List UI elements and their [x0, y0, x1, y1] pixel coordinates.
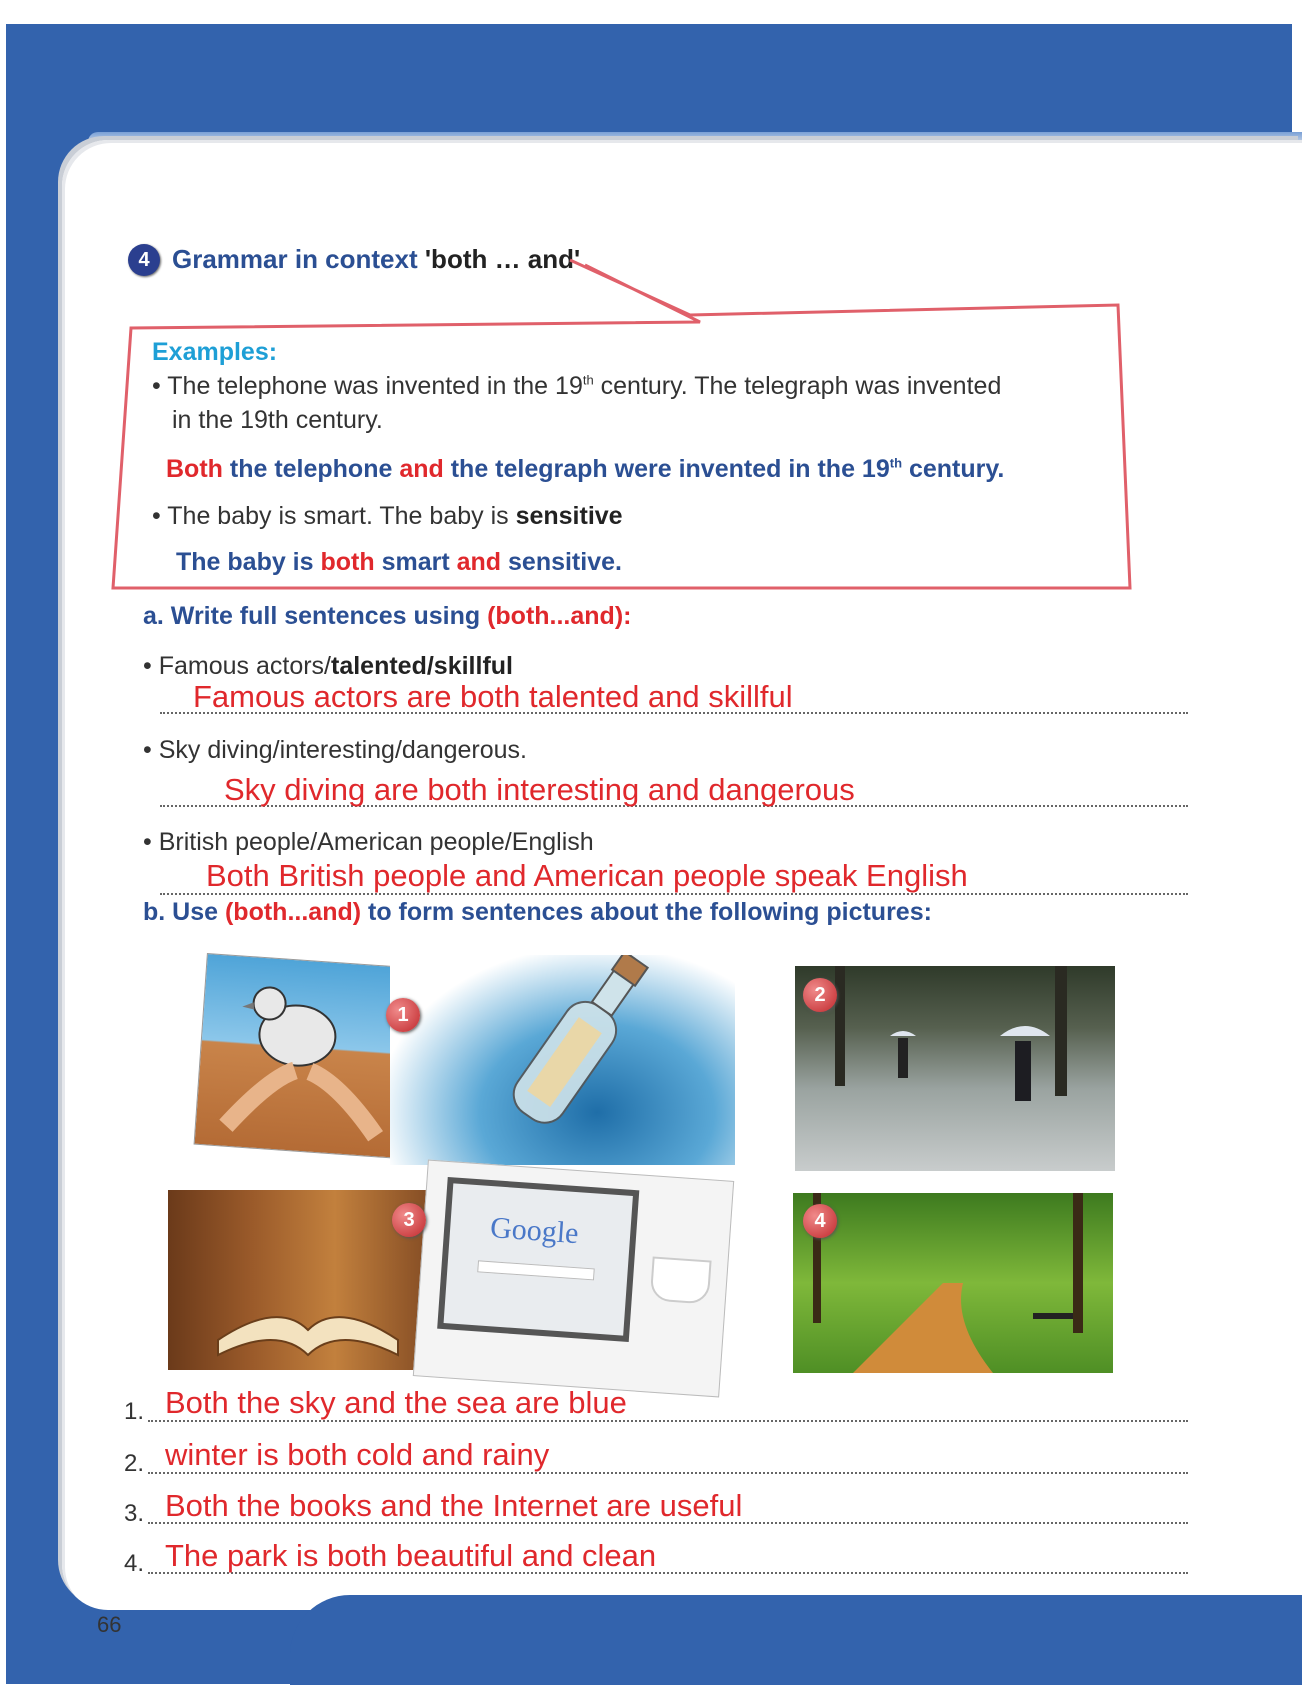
google-logo-text: Google	[489, 1211, 580, 1251]
prompt-text: Sky diving/interesting/dangerous.	[158, 736, 527, 764]
picture-badge-4	[803, 1204, 837, 1238]
part-a-prompt-2	[143, 736, 527, 765]
bullet: •	[143, 652, 152, 680]
part-a-heading-text: a. Write full sentences using	[143, 602, 488, 630]
answer-and: and	[399, 455, 444, 483]
bullet: •	[143, 828, 152, 856]
example-2-bold: sensitive	[515, 502, 623, 530]
answer-b2[interactable]: winter is both cold and rainy	[165, 1437, 550, 1472]
example-2-answer	[176, 548, 622, 577]
picture-badge-3	[392, 1203, 426, 1237]
example-2-text: The baby is smart. The baby is	[167, 502, 516, 530]
park-path-icon	[793, 1193, 1113, 1373]
park-image	[793, 1193, 1113, 1373]
answer-mid: the telephone	[222, 455, 400, 483]
answer-end: century.	[902, 455, 1005, 483]
answer-both: both	[320, 548, 375, 576]
example-2-line	[152, 502, 623, 531]
bullet: •	[143, 736, 152, 764]
answer-b4[interactable]: The park is both beautiful and clean	[165, 1538, 657, 1573]
prompt-text: Famous actors/	[158, 652, 331, 680]
answer-rest: the telegraph were invented in the 19	[443, 455, 890, 483]
badge-number: 2	[814, 983, 826, 1006]
picture-badge-2	[803, 978, 837, 1012]
example-1-text-a: The telephone was invented in the 19	[167, 372, 583, 400]
picture-badge-1	[386, 998, 420, 1032]
superscript: th	[582, 372, 594, 388]
answer-a3[interactable]: Both British people and American people speak English	[206, 858, 968, 893]
part-a-heading	[143, 602, 631, 631]
prompt-bold: talented/skillful	[331, 652, 513, 680]
section-title-text: Grammar in context	[172, 244, 418, 274]
answer-line-b2	[148, 1472, 1188, 1474]
example-1-line-2: in the 19th century.	[172, 406, 383, 434]
laptop-image	[413, 1160, 734, 1398]
answer-start: The baby is	[176, 548, 321, 576]
superscript: th	[889, 455, 903, 471]
part-b-heading-red: (both...and)	[224, 898, 362, 926]
prompt-text: British people/American people/English	[158, 828, 594, 856]
part-b-heading	[143, 898, 932, 927]
bullet: •	[152, 502, 161, 530]
answer-number-1: 1.	[124, 1398, 145, 1425]
answer-both: Both	[166, 455, 223, 483]
badge-number: 4	[814, 1209, 826, 1232]
badge-number: 1	[397, 1003, 409, 1026]
badge-number: 3	[403, 1208, 415, 1231]
part-a-prompt-1	[143, 652, 513, 681]
bottle-icon	[390, 955, 735, 1165]
example-1-line-1	[152, 372, 1001, 401]
rain-image	[795, 966, 1115, 1171]
pigeon-image	[194, 953, 414, 1159]
pigeon-icon	[195, 954, 413, 1158]
answer-number-2: 2.	[124, 1450, 145, 1477]
part-b-heading-a: b. Use	[143, 898, 225, 926]
section-number: 4	[138, 248, 150, 271]
answer-mid: smart	[374, 548, 457, 576]
answer-end: sensitive.	[501, 548, 622, 576]
search-bar	[477, 1260, 595, 1280]
rain-person-icon	[795, 966, 1115, 1171]
section-keyword: 'both … and'	[424, 244, 581, 274]
answer-line-a3	[160, 893, 1188, 895]
examples-label: Examples:	[152, 338, 278, 366]
part-a-prompt-3	[143, 828, 594, 857]
answer-b3[interactable]: Both the books and the Internet are useful	[165, 1488, 743, 1523]
coffee-cup-icon	[650, 1256, 712, 1304]
bullet: •	[152, 372, 161, 400]
example-1-answer	[166, 455, 1004, 484]
bottle-image	[390, 955, 735, 1165]
answer-a2[interactable]: Sky diving are both interesting and dangerous	[224, 772, 855, 807]
part-b-heading-b: to form sentences about the following pictures:	[361, 898, 932, 926]
page-number: 66	[97, 1612, 122, 1637]
answer-number-3: 3.	[124, 1500, 145, 1527]
answer-line-b1	[148, 1420, 1188, 1422]
part-a-heading-red: (both...and):	[487, 602, 632, 630]
answer-b1[interactable]: Both the sky and the sea are blue	[165, 1385, 627, 1420]
answer-number-4: 4.	[124, 1550, 145, 1577]
example-1-text-b: century. The telegraph was invented	[593, 372, 1002, 400]
laptop-screen	[437, 1177, 639, 1342]
answer-and: and	[456, 548, 502, 576]
answer-a1[interactable]: Famous actors are both talented and skillful	[193, 679, 793, 714]
